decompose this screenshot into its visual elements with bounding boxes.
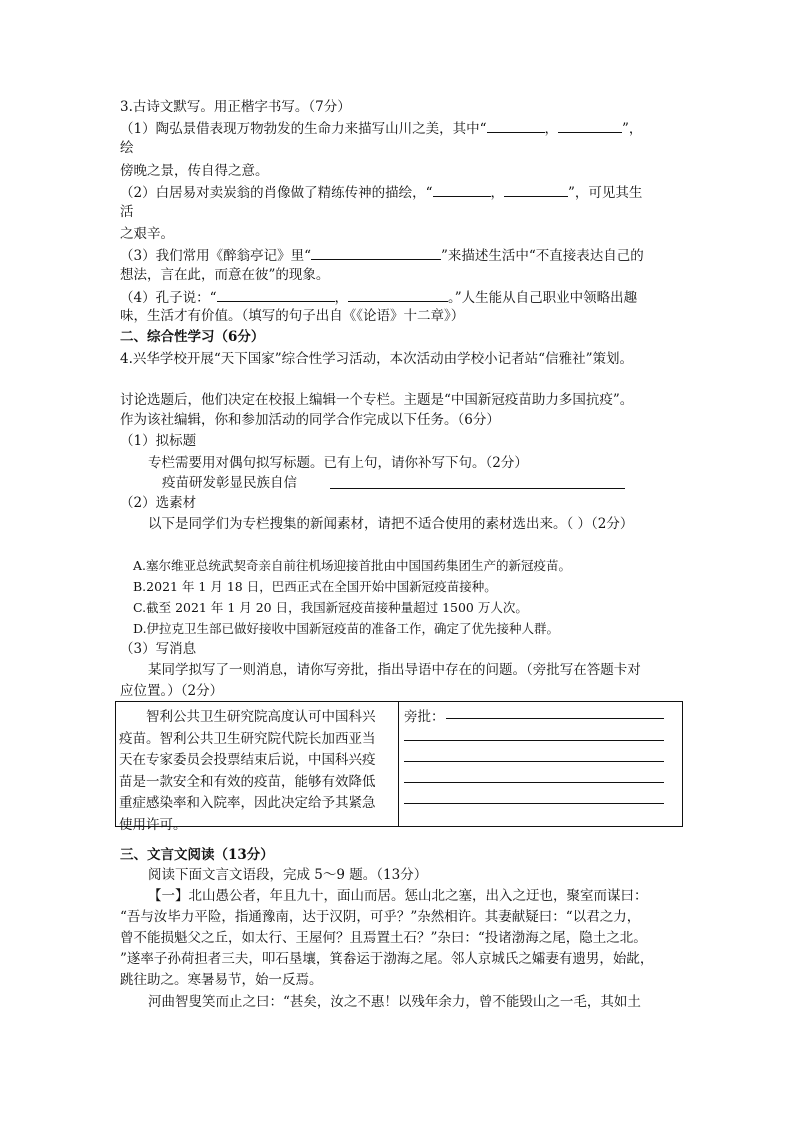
task3-title: （3）写消息 — [120, 641, 197, 657]
news-line: 使用许可。 — [119, 816, 187, 833]
answer-blank[interactable] — [558, 119, 622, 133]
answer-blank[interactable] — [504, 183, 568, 197]
pangpi-label: 旁批： — [404, 709, 445, 725]
q3-item1-cont: 傍晚之景，传自得之意。 — [120, 163, 269, 179]
pangpi-answer-line[interactable] — [404, 803, 664, 804]
q3-item3: （3）我们常用《醉翁亭记》里“ ”来描述生活中“不直接表达自己的 — [120, 248, 644, 264]
news-line: 天在专家委员会投票结束后说，中国科兴疫 — [119, 752, 376, 768]
task3-instruction-cont: 应位置。）（2分） — [120, 683, 224, 699]
answer-blank[interactable] — [217, 288, 335, 302]
task2-title: （2）选素材 — [120, 495, 197, 511]
task2-instruction: 以下是同学们为专栏搜集的新闻素材，请把不适合使用的素材选出来。（ ）（2分） — [148, 516, 634, 532]
q3-item4: （4）孔子说：“ ， 。”人生能从自己职业中领略出趣 — [120, 290, 638, 306]
section3-intro: 阅读下面文言文语段，完成 5～9 题。（13分） — [148, 867, 428, 883]
section3-heading: 三、文言文阅读（13分） — [120, 847, 274, 863]
task3-instruction: 某同学拟写了一则消息，请你写旁批，指出导语中存在的问题。（旁批写在答题卡对 — [148, 662, 641, 678]
option-d: D.伊拉克卫生部已做好接收中国新冠疫苗的准备工作，确定了优先接种人群。 — [133, 621, 560, 636]
news-table — [115, 701, 683, 833]
q4-text-3: 作为该社编辑，你和参加活动的同学合作完成以下任务。（6分） — [120, 412, 500, 428]
passage-line: 【一】北山愚公者，年且九十，面山而居。惩山北之塞，出入之迂也，聚室而谋曰： — [148, 888, 648, 904]
task1-instruction: 专栏需要用对偶句拟写标题。已有上句，请你补写下句。（2分） — [148, 455, 528, 471]
news-line: 智利公共卫生研究院高度认可中国科兴 — [119, 709, 376, 725]
answer-blank[interactable] — [487, 119, 545, 133]
pangpi-answer-line[interactable] — [404, 782, 664, 783]
q3-item3-cont: 想法，言在此，而意在彼”的现象。 — [120, 267, 330, 283]
task1-answer-line[interactable] — [330, 488, 625, 489]
passage-line: “吾与汝毕力平险，指通豫南，达于汉阴，可乎？”杂然相许。其妻献疑曰：“以君之力， — [120, 909, 641, 925]
answer-blank[interactable] — [348, 288, 448, 302]
section2-heading: 二、综合性学习（6分） — [120, 329, 265, 345]
passage-line: ”遂率子孙荷担者三夫，叩石垦壤，箕畚运于渤海之尾。邻人京城氏之孀妻有遗男，始龀， — [120, 951, 654, 967]
passage-line: 曾不能损魁父之丘，如太行、王屋何？且焉置土石？”杂曰：“投诸渤海之尾，隐土之北。 — [120, 930, 647, 946]
task1-given-line: 疫苗研发彰显民族自信 — [162, 475, 297, 491]
q3-item2-wrap: 活 — [120, 204, 134, 220]
news-line: 重症感染率和入院率，因此决定给予其紧急 — [119, 795, 376, 811]
option-b: B.2021 年 1 月 18 日，巴西正式在全国开始中国新冠疫苗接种。 — [133, 579, 497, 594]
q3-item1: （1）陶弘景借表现万物勃发的生命力来描写山川之美，其中“ ， ”， — [120, 121, 643, 137]
pangpi-answer-line[interactable] — [404, 761, 664, 762]
news-line: 苗是一款安全和有效的疫苗，能够有效降低 — [119, 773, 376, 790]
news-line: 疫苗。智利公共卫生研究院代院长加西亚当 — [119, 730, 376, 747]
q3-heading: 3.古诗文默写。用正楷字书写。（7分） — [120, 99, 351, 115]
answer-blank[interactable] — [311, 246, 441, 260]
task1-title: （1）拟标题 — [120, 433, 197, 449]
q3-item2: （2）白居易对卖炭翁的肖像做了精练传神的描绘，“ ， ”，可见其生 — [120, 185, 643, 201]
q4-text-2: 讨论选题后，他们决定在校报上编辑一个专栏。主题是“中国新冠疫苗助力多国抗疫”。 — [120, 392, 634, 408]
option-c: C.截至 2021 年 1 月 20 日，我国新冠疫苗接种量超过 1500 万人次。 — [133, 600, 528, 615]
option-a: A.塞尔维亚总统武契奇亲自前往机场迎接首批由中国国药集团生产的新冠疫苗。 — [133, 558, 572, 573]
q3-item4-cont: 味，生活才有价值。（填写的句子出自《《论语》十二章》） — [120, 308, 465, 324]
answer-blank[interactable] — [433, 183, 491, 197]
news-text — [119, 707, 395, 836]
table-divider — [398, 702, 399, 826]
q3-item2-cont: 之艰辛。 — [120, 226, 174, 242]
q3-item1-wrap: 绘 — [120, 140, 134, 156]
passage-line: 跳往助之。寒暑易节，始一反焉。 — [120, 972, 323, 988]
pangpi-answer-line[interactable] — [404, 740, 664, 741]
pangpi-answer-line[interactable] — [446, 718, 664, 719]
passage-line: 河曲智叟笑而止之曰：“甚矣，汝之不惠！以残年余力，曾不能毁山之一毛，其如土 — [148, 994, 641, 1010]
q4-text-1: 4.兴华学校开展“天下国家”综合性学习活动，本次活动由学校小记者站“信雅社”策划。 — [120, 351, 633, 367]
